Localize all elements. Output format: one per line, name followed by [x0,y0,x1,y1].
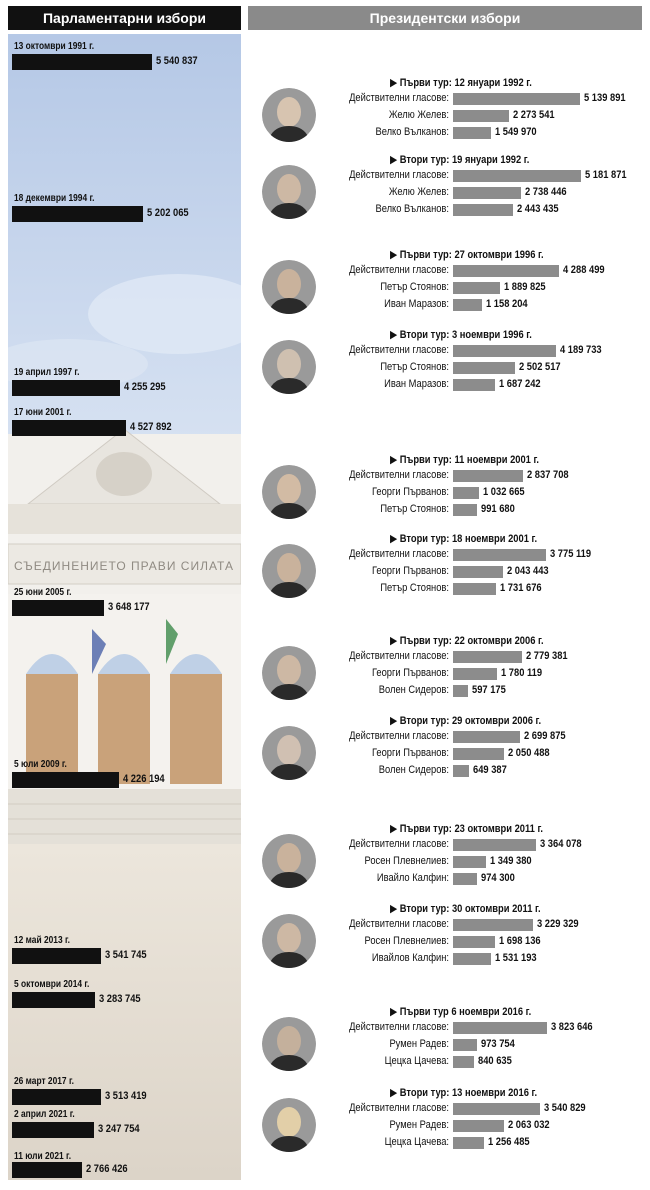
round-row-value: 2 699 875 [523,730,566,742]
round-row-value: 991 680 [481,503,516,515]
round-row-bar [453,839,536,851]
round-row-value: 2 837 708 [527,469,569,481]
round-row-value: 1 256 485 [488,1136,530,1148]
round-row-label: Иван Маразов: [384,298,449,310]
round-row-label: Румен Радев: [389,1119,449,1131]
round-row-label: Желю Желев: [388,109,449,121]
round-row-label: Действителни гласове: [349,838,449,850]
round-row-value: 3 229 329 [536,918,579,930]
portrait-parvanov-icon [262,465,316,519]
parliament-value: 3 247 754 [98,1123,140,1135]
round-row-bar [453,1022,547,1034]
round-row-bar [453,93,580,105]
portrait-plevneliev-icon [262,834,316,888]
round-row-label: Росен Плевнелиев: [364,855,449,867]
round-row-bar [453,668,497,680]
round-row-value: 1 349 380 [490,855,532,867]
parliament-bar [12,1162,82,1178]
parliament-value: 4 226 194 [122,773,165,785]
round-row-bar [453,919,533,931]
parliament-value: 5 202 065 [147,207,190,219]
parliament-bar [12,600,104,616]
round-row-label: Георги Първанов: [371,565,449,577]
round-title: ▶ Втори тур: 18 ноември 2001 г. [390,533,538,545]
round-row-label: Волен Сидеров: [378,764,449,776]
round-row-bar [453,127,491,139]
parliament-date: 17 юни 2001 г. [14,406,72,418]
parliament-value: 3 513 419 [104,1090,147,1102]
parliament-date: 12 май 2013 г. [14,934,70,946]
round-row-value: 2 050 488 [507,747,550,759]
portrait-stoyanov-icon [262,260,316,314]
round-row-value: 2 779 381 [525,650,568,662]
parliament-bar [12,1089,101,1105]
round-row-bar [453,549,546,561]
round-row-label: Цецка Цачева: [384,1055,449,1067]
parliament-date: 25 юни 2005 г. [14,586,72,598]
round-row-label: Петър Стоянов: [380,582,449,594]
round-row-label: Ивайло Калфин: [376,872,449,884]
round-row-value: 1 687 242 [498,378,541,390]
round-row-bar [453,379,495,391]
round-title: ▶ Първи тур: 23 октомври 2011 г. [390,823,544,835]
presidential-header: Президентски избори [248,6,642,30]
round-row-bar [453,765,469,777]
round-row-label: Действителни гласове: [349,92,449,104]
round-row-bar [453,204,513,216]
parliament-bar [12,420,126,436]
round-row-bar [453,566,503,578]
parliament-bar [12,948,101,964]
round-row-value: 3 540 829 [544,1102,587,1114]
round-row-value: 5 139 891 [583,92,626,104]
round-row-bar [453,856,486,868]
parliament-date: 13 октомври 1991 г. [14,40,95,52]
round-title: ▶ Втори тур: 3 ноември 1996 г. [390,329,532,341]
round-row-value: 974 300 [481,872,515,884]
parliament-value: 5 540 837 [156,55,198,67]
round-row-label: Иван Маразов: [384,378,449,390]
portrait-radev-icon [262,1017,316,1071]
round-row-bar [453,504,477,516]
round-row-bar [453,651,522,663]
round-row-value: 1 731 676 [499,582,542,594]
portrait-stoyanov-2-icon [262,544,316,598]
parliament-bar [12,54,152,70]
round-row-bar [453,187,521,199]
round-row-value: 840 635 [477,1055,512,1067]
round-row-label: Действителни гласове: [349,1021,449,1033]
round-row-bar [453,1137,484,1149]
round-row-label: Действителни гласове: [349,918,449,930]
round-row-value: 649 387 [473,764,507,776]
round-row-value: 2 273 541 [513,109,555,121]
round-row-value: 4 288 499 [562,264,605,276]
round-row-bar [453,731,520,743]
round-row-value: 973 754 [481,1038,515,1050]
round-row-label: Действителни гласове: [349,548,449,560]
portrait-zhelev-icon [262,88,316,142]
round-title: ▶ Втори тур: 19 януари 1992 г. [390,154,530,166]
round-row-bar [453,487,479,499]
round-row-label: Действителни гласове: [349,650,449,662]
parliament-bar [12,380,120,396]
round-row-label: Петър Стоянов: [380,503,449,515]
parliament-date: 5 октомври 2014 г. [14,978,90,990]
round-row-bar [453,583,496,595]
round-row-value: 1 698 136 [498,935,541,947]
round-row-label: Ивайлов Калфин: [371,952,449,964]
parliament-bar [12,772,119,788]
parliament-value: 4 255 295 [123,381,166,393]
portrait-marazov-icon [262,340,316,394]
round-row-value: 1 549 970 [495,126,537,138]
round-row-label: Росен Плевнелиев: [364,935,449,947]
round-row-value: 2 738 446 [524,186,567,198]
round-row-value: 2 043 443 [507,565,550,577]
round-row-bar [453,470,523,482]
round-title: ▶ Първи тур: 22 октомври 2006 г. [390,635,544,647]
round-row-label: Георги Първанов: [371,667,449,679]
round-row-label: Румен Радев: [389,1038,449,1050]
round-row-bar [453,362,515,374]
round-row-bar [453,282,500,294]
round-title: ▶ Първи тур: 27 октомври 1996 г. [390,249,544,261]
round-row-value: 1 158 204 [485,298,528,310]
portrait-tsacheva-icon [262,1098,316,1152]
round-row-label: Георги Първанов: [371,747,449,759]
round-row-label: Действителни гласове: [349,469,449,481]
parliament-value: 4 527 892 [130,421,172,433]
round-row-bar [453,1103,540,1115]
parliament-date: 18 декември 1994 г. [14,192,95,204]
parliament-bar [12,1122,94,1138]
round-row-bar [453,936,495,948]
round-row-bar [453,1120,504,1132]
round-row-label: Георги Първанов: [371,486,449,498]
round-row-value: 2 502 517 [518,361,561,373]
round-row-label: Петър Стоянов: [380,281,449,293]
round-row-label: Волен Сидеров: [378,684,449,696]
round-row-value: 1 780 119 [500,667,543,679]
round-row-bar [453,748,504,760]
round-row-value: 2 063 032 [507,1119,550,1131]
round-row-label: Действителни гласове: [349,169,449,181]
parliament-value: 3 648 177 [108,601,150,613]
round-row-bar [453,1039,477,1051]
round-row-bar [453,265,559,277]
round-row-value: 1 032 665 [482,486,525,498]
parliament-value: 3 283 745 [98,993,141,1005]
round-row-label: Действителни гласове: [349,1102,449,1114]
round-row-value: 3 364 078 [540,838,582,850]
round-row-value: 3 823 646 [551,1021,594,1033]
round-row-value: 597 175 [471,684,506,696]
round-row-label: Действителни гласове: [349,730,449,742]
parliament-date: 2 април 2021 г. [14,1108,75,1120]
parliament-value: 2 766 426 [85,1163,128,1175]
portrait-kalfin-icon [262,914,316,968]
round-title: ▶ Втори тур: 29 октомври 2006 г. [390,715,542,727]
portrait-siderov-icon [262,726,316,780]
round-title: ▶ Първи тур 6 ноември 2016 г. [390,1006,532,1018]
portrait-valkanov-icon [262,165,316,219]
round-row-value: 3 775 119 [550,548,592,560]
round-row-value: 1 889 825 [503,281,546,293]
round-title: ▶ Втори тур: 30 октомври 2011 г. [390,903,541,915]
round-title: ▶ Втори тур: 13 ноември 2016 г. [390,1087,538,1099]
round-row-bar [453,170,581,182]
round-title: ▶ Първи тур: 12 януари 1992 г. [390,77,532,89]
round-row-bar [453,110,509,122]
round-row-bar [453,299,482,311]
portrait-parvanov-2-icon [262,646,316,700]
round-row-bar [453,685,468,697]
parliamentary-header: Парламентарни избори [8,6,241,30]
round-row-label: Действителни гласове: [349,344,449,356]
round-row-label: Велко Вълканов: [375,126,449,138]
parliament-date: 11 юли 2021 г. [14,1150,72,1162]
round-title: ▶ Първи тур: 11 ноември 2001 г. [390,454,540,466]
round-row-label: Действителни гласове: [349,264,449,276]
round-row-bar [453,345,556,357]
parliament-date: 5 юли 2009 г. [14,758,67,770]
round-row-label: Петър Стоянов: [380,361,449,373]
round-row-label: Велко Вълканов: [375,203,449,215]
parliament-date: 19 април 1997 г. [14,366,80,378]
parliament-date: 26 март 2017 г. [14,1075,74,1087]
parliament-bar [12,206,143,222]
parliament-value: 3 541 745 [105,949,148,961]
round-row-bar [453,1056,474,1068]
parliament-bar [12,992,95,1008]
round-row-bar [453,953,491,965]
building-inscription: СЪЕДИНЕНИЕТО ПРАВИ СИЛАТА [14,559,234,573]
round-row-value: 5 181 871 [585,169,627,181]
round-row-value: 2 443 435 [517,203,559,215]
round-row-bar [453,873,477,885]
round-row-value: 1 531 193 [494,952,537,964]
round-row-value: 4 189 733 [560,344,603,356]
round-row-label: Цецка Цачева: [384,1136,449,1148]
round-row-label: Желю Желев: [388,186,449,198]
